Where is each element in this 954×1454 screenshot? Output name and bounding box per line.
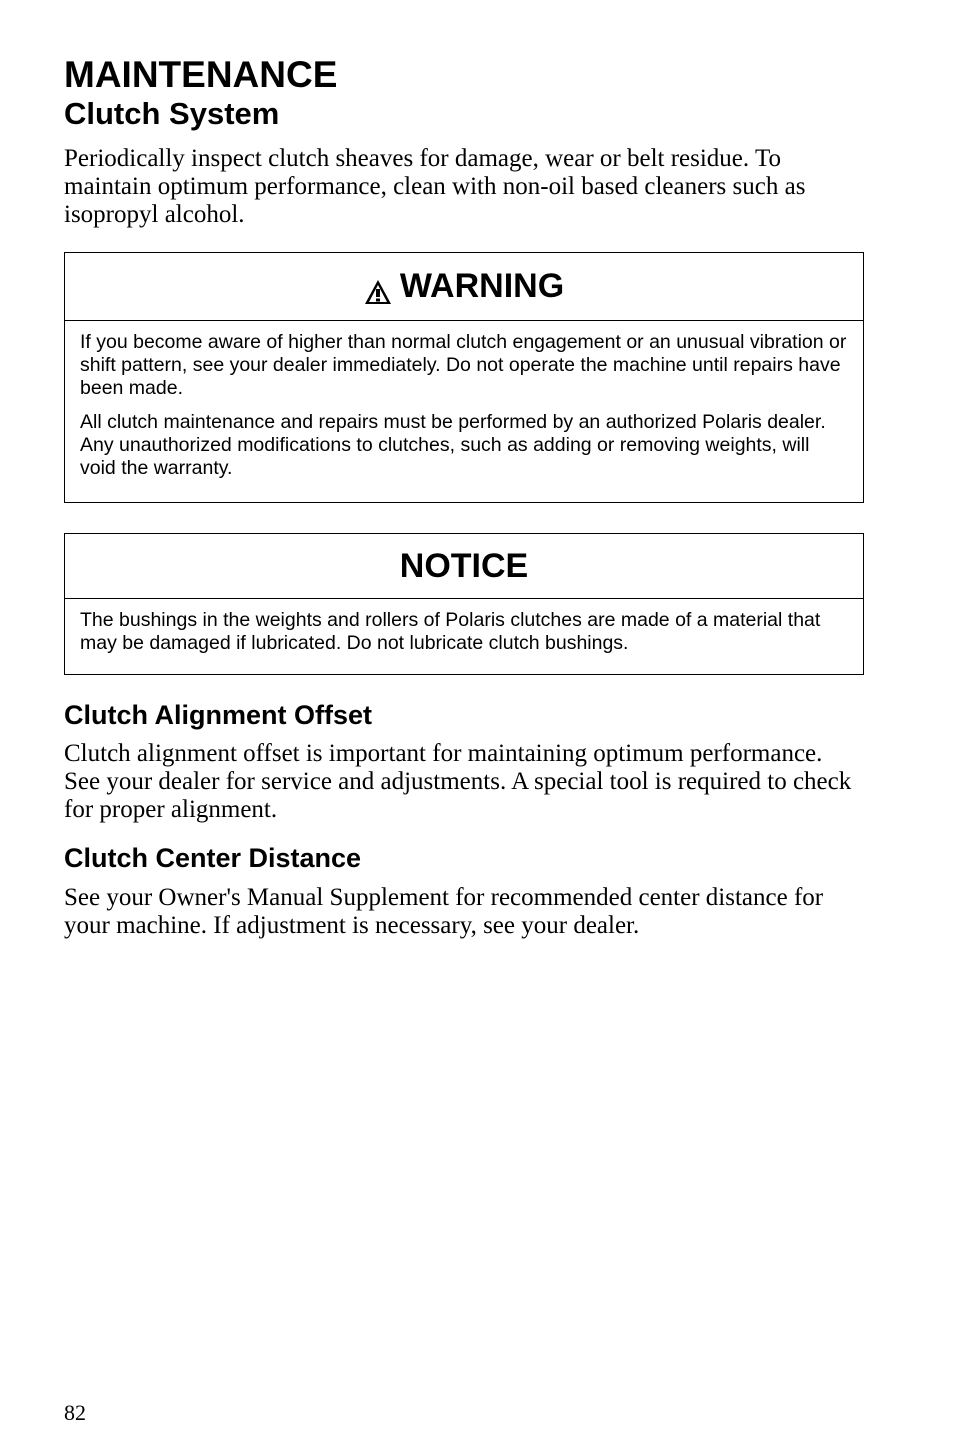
warning-body — [65, 321, 863, 480]
chapter-title: MAINTENANCE — [64, 54, 338, 95]
warning-label: WARNING — [399, 267, 565, 305]
notice-header — [65, 534, 863, 599]
section-title: Clutch System — [64, 96, 280, 131]
notice-box — [64, 533, 864, 675]
warning-box — [64, 252, 864, 503]
warning-paragraph: All clutch maintenance and repairs must be performed by an authorized Polaris dealer. Any unauthorized modifications to clutches, such as adding or removing weights, will void the warranty. — [80, 411, 826, 479]
alignment-heading: Clutch Alignment Offset — [64, 700, 372, 730]
page-number: 82 — [64, 1400, 86, 1425]
warning-header — [65, 253, 863, 321]
notice-body — [65, 599, 863, 655]
center-distance-heading: Clutch Center Distance — [64, 843, 362, 873]
notice-paragraph: The bushings in the weights and rollers of Polaris clutches are made of a material that may be damaged if lubricated. Do not lubricate clutch bushings. — [80, 609, 821, 654]
center-distance-paragraph: See your Owner's Manual Supplement for recommended center distance for your machine. If adjustment is necessary, see your dealer. — [64, 884, 824, 939]
notice-label: NOTICE — [399, 546, 529, 585]
alignment-paragraph: Clutch alignment offset is important for maintaining optimum performance. See your dealer for service and adjustments. A special tool is required to check for proper alignment. — [64, 740, 852, 823]
intro-paragraph: Periodically inspect clutch sheaves for damage, wear or belt residue. To maintain optimum performance, clean with non-oil based cleaners such as isopropyl alcohol. — [64, 145, 806, 228]
warning-triangle-icon — [364, 275, 392, 301]
warning-paragraph: If you become aware of higher than normal clutch engagement or an unusual vibration or shift pattern, see your dealer immediately. Do not operate the machine until repairs have been made. — [80, 331, 847, 399]
